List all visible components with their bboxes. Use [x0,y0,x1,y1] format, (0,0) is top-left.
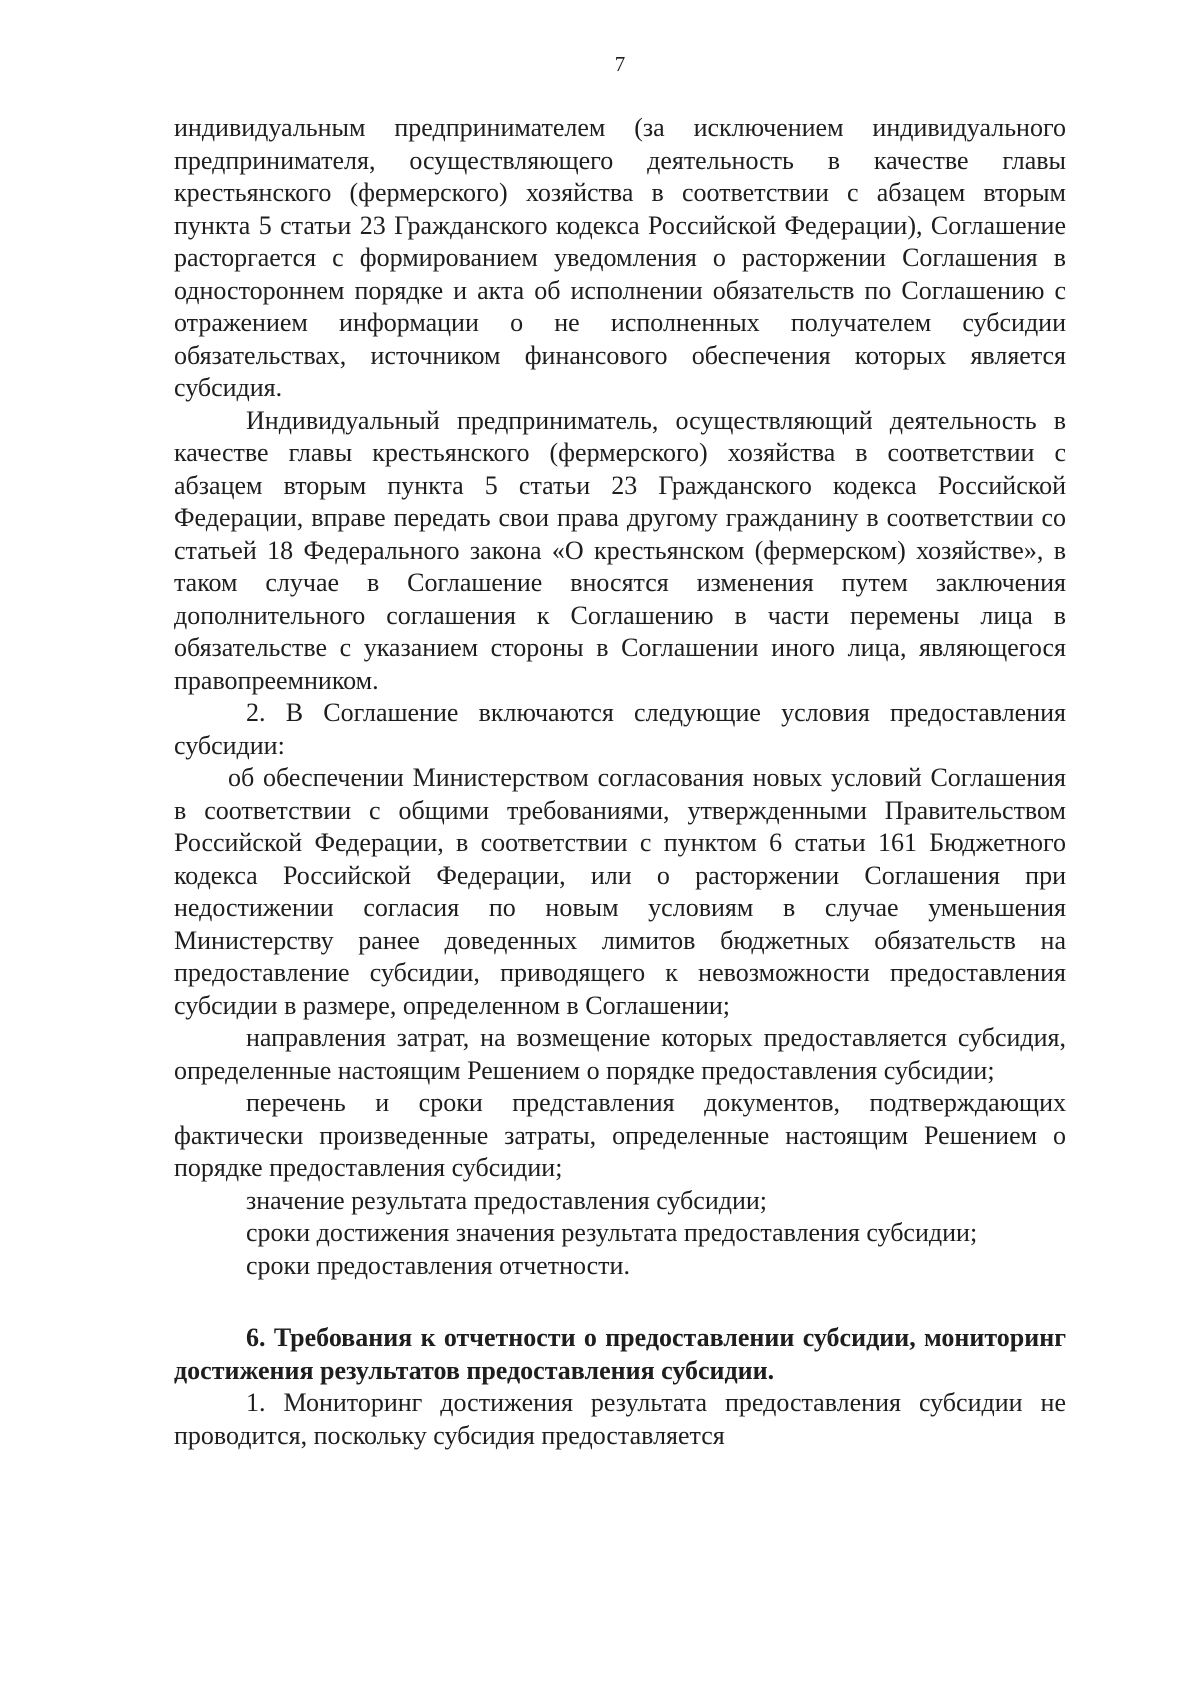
list-item-result-deadline: сроки достижения значения результата предоставления субсидии; [246,1218,978,1247]
section-heading-6: 6. Требования к отчетности о предоставлении субсидии, мониторинг достижения результатов предоставления субсидии. [174,1323,1066,1385]
paragraph-monitoring: 1. Мониторинг достижения результата предоставления субсидии не проводится, поскольку субсидия предоставляется [174,1388,1066,1450]
list-item-result-value: значение результата предоставления субсидии; [246,1185,768,1215]
paragraph-documents-list: перечень и сроки представления документов, подтверждающих фактически произведенные затраты, определенные настоящим Решением о порядке предоставления субсидии; [174,1088,1066,1182]
paragraph-entrepreneur-rights: Индивидуальный предприниматель, осуществляющий деятельность в качестве главы крестьянского (фермерского) хозяйства в соответствии с абзацем вторым пункта 5 статьи 23 Гражданского кодекса Российской Федерации, вправе передать свои права другому гражданину в соответствии со статьей 18 Федерального закона «О крестьянском (фермерском) хозяйстве», в таком случае в Соглашение вносятся изменения путем заключения дополнительного соглашения к Соглашению в части перемены лица в обязательстве с указанием стороны в Соглашении иного лица, являющегося правопреемником. [174,405,1066,695]
page-number: 7 [614,52,626,76]
paragraph-termination: индивидуальным предпринимателем (за исключением индивидуального предпринимателя, осуществляющего деятельность в качестве главы крестьянского (фермерского) хозяйства в соответствии с абзацем вторым пункта 5 статьи 23 Гражданского кодекса Российской Федерации), Соглашение расторгается с формированием уведомления о расторжении Соглашения в одностороннем порядке и акта об исполнении обязательств по Соглашению с отражением информации о не исполненных получателем субсидии обязательствах, источником финансового обеспечения которых является субсидия. [174,113,1066,402]
document-body [174,112,1066,1452]
paragraph-cost-directions: направления затрат, на возмещение которых предоставляется субсидия, определенные настоящим Решением о порядке предоставления субсидии; [174,1023,1066,1085]
paragraph-ministry-approval: об обеспечении Министерством согласования новых условий Соглашения в соответствии с общими требованиями, утвержденными Правительством Российской Федерации, в соответствии с пунктом 6 статьи 161 Бюджетного кодекса Российской Федерации, или о расторжении Соглашения при недостижении согласия по новым условиям в случае уменьшения Министерству ранее доведенных лимитов бюджетных обязательств на предоставление субсидии, приводящего к невозможности предоставления субсидии в размере, определенном в Соглашении; [174,763,1066,1020]
list-item-reporting-deadline: сроки предоставления отчетности. [246,1250,630,1280]
paragraph-agreement-conditions: 2. В Соглашение включаются следующие условия предоставления субсидии: [174,698,1066,760]
